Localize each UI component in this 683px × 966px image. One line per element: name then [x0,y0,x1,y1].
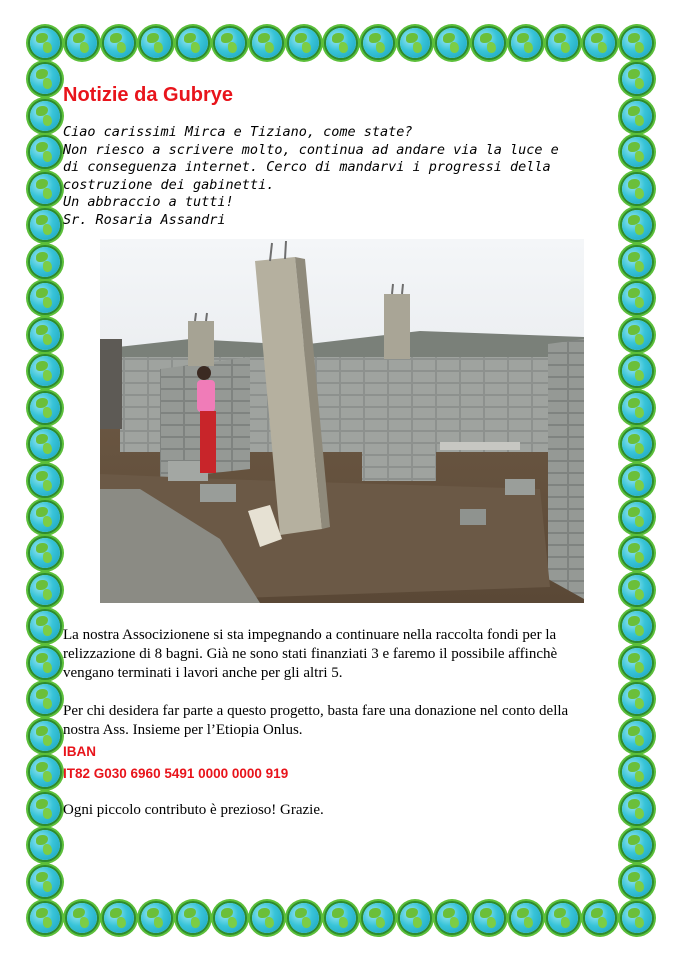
globe-icon [622,575,652,605]
globe-icon [511,903,541,933]
globe-icon [30,283,60,313]
globe-icon [622,648,652,678]
globe-icon [252,903,282,933]
globe-icon [363,903,393,933]
globe-icon [622,721,652,751]
globe-icon [400,903,430,933]
globe-icon [67,28,97,58]
globe-icon [30,247,60,277]
globe-icon [622,101,652,131]
globe-icon [30,903,60,933]
page-title: Notizie da Gubrye [63,84,234,106]
globe-icon [585,903,615,933]
globe-icon [178,903,208,933]
globe-icon [30,648,60,678]
letter-line: costruzione dei gabinetti. [63,176,275,193]
globe-icon [622,830,652,860]
globe-icon [326,28,356,58]
globe-icon [622,210,652,240]
paragraph-line: nostra Ass. Insieme per l’Etiopia Onlus. [63,722,303,738]
globe-icon [622,174,652,204]
globe-icon [30,721,60,751]
letter-line: Non riesco a scrivere molto, continua ad andare via la luce e [63,141,559,158]
globe-icon [622,611,652,641]
globe-icon [30,137,60,167]
globe-icon [30,466,60,496]
globe-icon [30,794,60,824]
letter-line: di conseguenza internet. Cerco di mandarvi i progressi della [63,159,551,175]
globe-icon [363,28,393,58]
globe-icon [622,429,652,459]
globe-icon [289,903,319,933]
globe-icon [30,393,60,423]
globe-icon [30,429,60,459]
letter-line: Un abbraccio a tutti! [63,194,234,210]
globe-icon [215,28,245,58]
globe-icon [178,28,208,58]
globe-icon [289,28,319,58]
globe-icon [474,903,504,933]
globe-icon [622,283,652,313]
closing-text [63,801,623,820]
globe-icon [141,903,171,933]
letter-line: Ciao carissimi Mirca e Tiziano, come state? [63,124,413,140]
globe-icon [622,137,652,167]
globe-icon [437,903,467,933]
globe-icon [30,757,60,787]
globe-icon [622,538,652,568]
globe-icon [400,28,430,58]
globe-icon [30,210,60,240]
globe-icon [548,28,578,58]
globe-icon [622,64,652,94]
construction-photo [100,239,584,603]
globe-icon [326,903,356,933]
globe-icon [622,320,652,350]
globe-icon [548,903,578,933]
globe-icon [622,502,652,532]
globe-icon [104,28,134,58]
globe-icon [30,356,60,386]
paragraph-fundraising [63,626,623,683]
globe-icon [622,28,652,58]
globe-icon [30,575,60,605]
globe-icon [30,320,60,350]
paragraph-line: Per chi desidera far parte a questo progetto, basta fare una donazione nel conto della [63,703,569,719]
paragraph-line: La nostra Associzionene si sta impegnando a continuare nella raccolta fondi per la [63,627,557,643]
globe-icon [622,867,652,897]
globe-icon [585,28,615,58]
iban-label: IBAN [63,744,96,759]
globe-icon [30,64,60,94]
globe-icon [30,28,60,58]
globe-icon [30,611,60,641]
globe-icon [622,466,652,496]
paragraph-line: vengano terminati i lavori anche per gli altri 5. [63,665,343,681]
globe-icon [104,903,134,933]
globe-icon [622,903,652,933]
globe-icon [30,174,60,204]
globe-icon [622,757,652,787]
globe-icon [437,28,467,58]
globe-icon [622,684,652,714]
letter-text [63,124,623,229]
globe-icon [30,101,60,131]
globe-icon [622,356,652,386]
globe-icon [622,247,652,277]
letter-line: Sr. Rosaria Assandri [63,211,226,228]
globe-icon [30,502,60,532]
globe-icon [30,538,60,568]
iban-number: IT82 G030 6960 5491 0000 0000 919 [63,766,289,781]
globe-icon [141,28,171,58]
globe-icon [622,794,652,824]
globe-icon [30,830,60,860]
closing-line: Ogni piccolo contributo è prezioso! Grazie. [63,802,324,818]
globe-icon [30,867,60,897]
globe-icon [30,684,60,714]
globe-icon [215,903,245,933]
globe-icon [622,393,652,423]
globe-icon [474,28,504,58]
globe-icon [252,28,282,58]
globe-icon [67,903,97,933]
paragraph-line: relizzazione di 8 bagni. Già ne sono stati finanziati 3 e faremo il possibile affinchè [63,646,558,662]
globe-icon [511,28,541,58]
paragraph-donation [63,702,623,740]
